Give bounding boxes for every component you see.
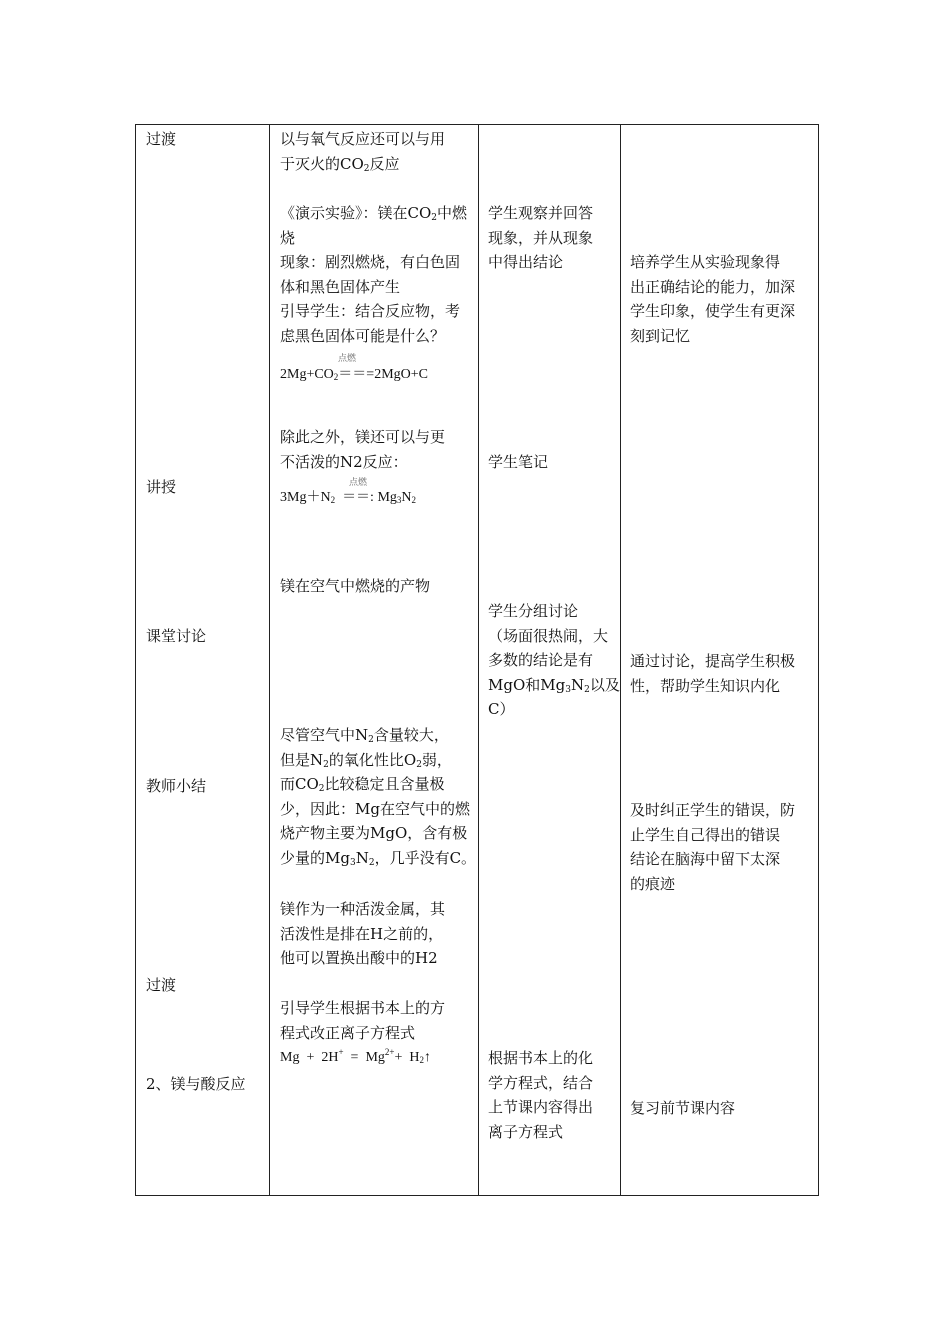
lesson-plan-table — [135, 124, 819, 1196]
intent-review-text: 复习前节课内容 — [630, 1099, 736, 1117]
column-divider — [620, 125, 621, 1195]
intent-cultivate-text: 培养学生从实验现象得 出正确结论的能力，加深 学生印象，使学生有更深 刻到记忆 — [630, 253, 796, 345]
stage-discussion: 课堂讨论 — [146, 627, 207, 645]
stage-teacher-summary: 教师小结 — [146, 777, 207, 795]
column-divider — [478, 125, 479, 1195]
equation-mg-n2: $3Mg+N_2$ ＝＝: $Mg_3N_2$ — [280, 490, 417, 505]
student-notes-text: 学生笔记 — [488, 453, 549, 471]
stage-lecture: 讲授 — [146, 478, 177, 496]
intro-text: 以与氧气反应还可以与用 于灭火的$CO_2$反应 — [280, 130, 446, 174]
demo-experiment-text: 《演示实验》：镁在$CO_2$中燃 烧 现象：剧烈燃烧，有白色固 体和黑色固体产生 引导学生：结合反应物，考 虑黑色固体可能是什么？ — [280, 204, 468, 345]
stage-transition-1: 过渡 — [146, 130, 177, 148]
intent-correction-text: 及时纠正学生的错误，防 止学生自己得出的错误 结论在脑海中留下太深 的痕迹 — [630, 801, 796, 893]
ionic-equation-mg-acid: $Mg + 2H^+ = Mg^{2+}+$ $H_2↑$ — [280, 1047, 431, 1065]
intent-discussion-text: 通过讨论，提高学生积极 性，帮助学生知识内化 — [630, 652, 796, 695]
student-derive-equation-text: 根据书本上的化 学方程式，结合 上节课内容得出 离子方程式 — [488, 1049, 594, 1141]
ionic-equation-guide-text: 引导学生根据书本上的方 程式改正离子方程式 — [280, 999, 446, 1042]
column-divider — [269, 125, 270, 1195]
mg-n2-intro-text: 除此之外，镁还可以与更 不活泼的N2反应： — [280, 428, 446, 471]
stage-transition-2: 过渡 — [146, 976, 177, 994]
teacher-summary-text: 尽管空气中$N_2$含量较大， 但是$N_2$的氧化性比$O_2$弱， 而$CO_2$比较稳定且含量极 少，因此：Mg在空气中的燃 烧产物主要为MgO，含有极 少量的$Mg_3N_2$，几乎没有C。 — [280, 726, 477, 868]
student-group-discussion-text: 学生分组讨论 （场面很热闹，大 多数的结论是有 MgO和$Mg_3N_2$以及 C） — [488, 602, 620, 718]
air-combustion-product-text: 镁在空气中燃烧的产物 — [280, 577, 431, 595]
mg-activity-text: 镁作为一种活泼金属，其 活泼性是排在H之前的， 他可以置换出酸中的H2 — [280, 900, 446, 967]
reaction-condition-label: 点燃 — [338, 354, 357, 364]
stage-mg-acid: 2、镁与酸反应 — [146, 1075, 246, 1093]
reaction-condition-label: 点燃 — [349, 478, 368, 488]
equation-mg-co2: $2Mg+CO_2===2MgO+C$ — [280, 367, 428, 382]
student-observation-text: 学生观察并回答 现象，并从现象 中得出结论 — [488, 204, 594, 271]
